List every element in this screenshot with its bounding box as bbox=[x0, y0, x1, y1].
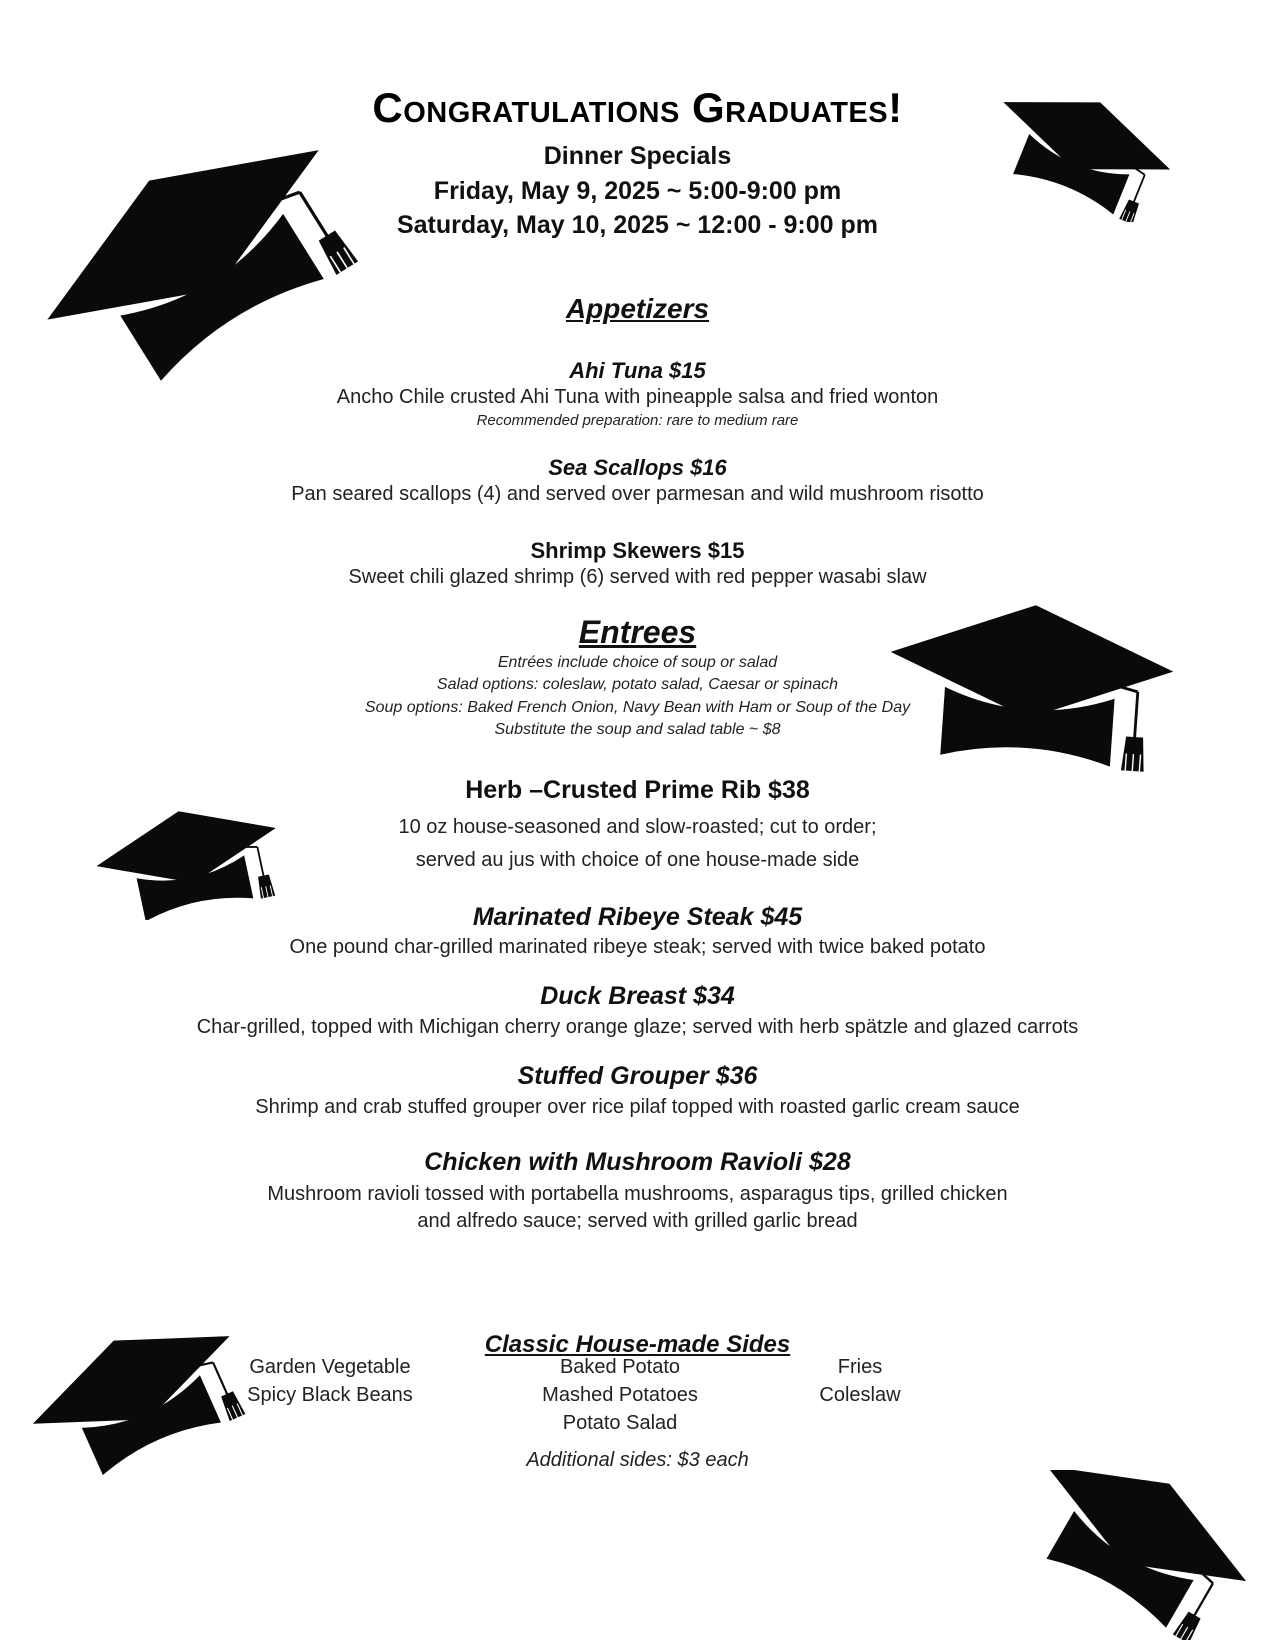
side-item: Garden Vegetable bbox=[249, 1356, 411, 1378]
page-title: Congratulations Graduates! bbox=[372, 84, 903, 131]
entrees-heading: Entrees bbox=[578, 614, 697, 650]
appetizer-description: Ancho Chile crusted Ahi Tuna with pineapple salsa and fried wonton bbox=[336, 386, 939, 408]
entree-description: Mushroom ravioli tossed with portabella mushrooms, asparagus tips, grilled chicken bbox=[267, 1183, 1008, 1205]
entree-name: Herb –Crusted Prime Rib $38 bbox=[465, 776, 810, 804]
date-line-friday: Friday, May 9, 2025 ~ 5:00-9:00 pm bbox=[433, 177, 842, 205]
entree-name: Stuffed Grouper $36 bbox=[517, 1062, 758, 1090]
additional-sides-note: Additional sides: $3 each bbox=[526, 1449, 749, 1471]
graduation-cap-icon bbox=[1020, 1470, 1250, 1640]
entree-name: Duck Breast $34 bbox=[540, 982, 735, 1010]
entree-name: Marinated Ribeye Steak $45 bbox=[472, 903, 803, 931]
side-item: Mashed Potatoes bbox=[542, 1384, 698, 1406]
side-item: Fries bbox=[837, 1356, 883, 1378]
entree-note: Salad options: coleslaw, potato salad, Caesar or spinach bbox=[436, 676, 839, 693]
entree-note: Soup options: Baked French Onion, Navy Bean with Ham or Soup of the Day bbox=[364, 699, 911, 716]
appetizers-heading: Appetizers bbox=[565, 293, 710, 324]
entree-name: Chicken with Mushroom Ravioli $28 bbox=[424, 1148, 851, 1176]
sides-column-3 bbox=[770, 1353, 950, 1409]
appetizer-name: Shrimp Skewers $15 bbox=[530, 538, 745, 563]
entree-description: and alfredo sauce; served with grilled garlic bread bbox=[417, 1210, 858, 1232]
entree-description: Shrimp and crab stuffed grouper over rice pilaf topped with roasted garlic cream sauce bbox=[255, 1096, 1020, 1118]
entree-description: 10 oz house-seasoned and slow-roasted; cut to order; bbox=[398, 816, 877, 838]
date-line-saturday: Saturday, May 10, 2025 ~ 12:00 - 9:00 pm bbox=[396, 211, 879, 239]
appetizer-description: Pan seared scallops (4) and served over parmesan and wild mushroom risotto bbox=[291, 483, 984, 505]
appetizer-name: Ahi Tuna $15 bbox=[569, 358, 706, 383]
side-item: Baked Potato bbox=[559, 1356, 681, 1378]
appetizer-name: Sea Scallops $16 bbox=[548, 455, 727, 480]
appetizer-description: Sweet chili glazed shrimp (6) served with red pepper wasabi slaw bbox=[348, 566, 927, 588]
subtitle: Dinner Specials bbox=[543, 142, 732, 170]
side-item: Potato Salad bbox=[562, 1412, 678, 1434]
side-item: Coleslaw bbox=[819, 1384, 901, 1406]
entree-description: Char-grilled, topped with Michigan cherry orange glaze; served with herb spätzle and glazed carrots bbox=[196, 1016, 1079, 1038]
appetizer-note: Recommended preparation: rare to medium rare bbox=[476, 412, 799, 429]
sides-column-1 bbox=[220, 1353, 440, 1409]
entree-description: One pound char-grilled marinated ribeye steak; served with twice baked potato bbox=[289, 936, 986, 958]
side-item: Spicy Black Beans bbox=[247, 1384, 413, 1406]
entree-description: served au jus with choice of one house-made side bbox=[415, 849, 860, 871]
sides-column-2 bbox=[500, 1353, 740, 1437]
entree-note: Entrées include choice of soup or salad bbox=[497, 654, 778, 671]
entree-note: Substitute the soup and salad table ~ $8 bbox=[494, 721, 781, 738]
sides-heading: Classic House-made Sides bbox=[484, 1331, 791, 1358]
